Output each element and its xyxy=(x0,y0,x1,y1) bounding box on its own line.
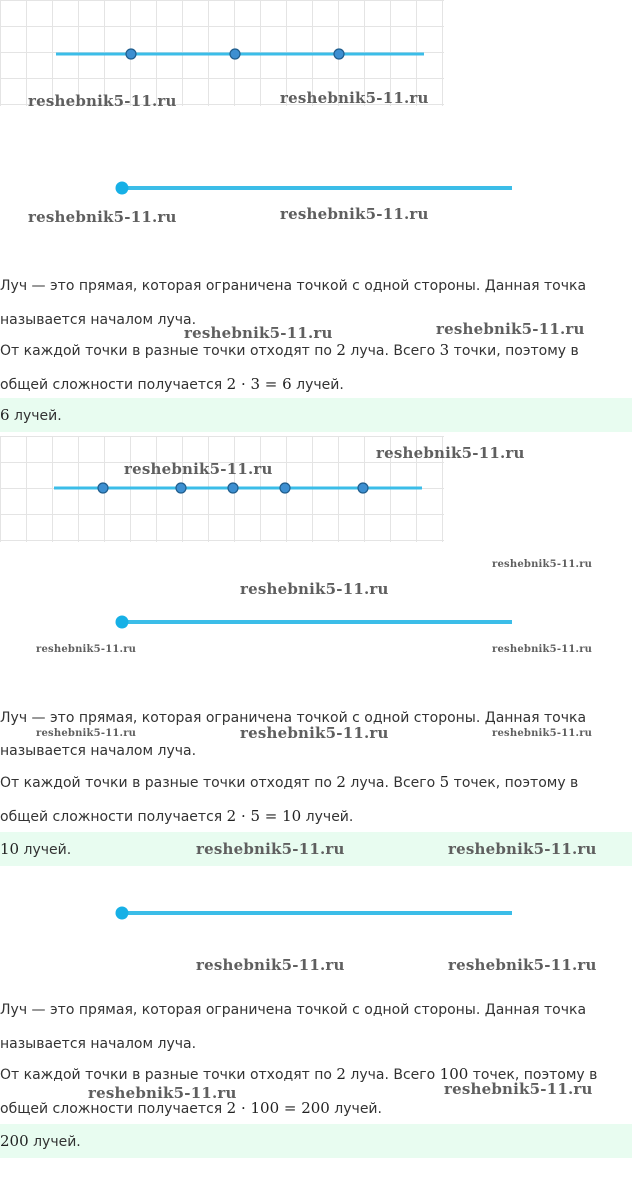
solution-text: точек, поэтому в xyxy=(449,775,579,791)
math-expression: 2 · 100 = 200 xyxy=(226,1099,330,1117)
watermark: reshebnik5-11.ru xyxy=(124,460,273,478)
ray-origin-point xyxy=(116,907,129,920)
solution-text: От каждой точки в разные точки отходят по xyxy=(0,1067,337,1083)
math-value: 2 xyxy=(336,773,346,791)
ray-definition-line-2: называется началом луча. xyxy=(0,312,197,328)
watermark: reshebnik5-11.ru xyxy=(492,644,593,655)
solution-text: От каждой точки в разные точки отходят по xyxy=(0,775,337,791)
solution-text: лучей. xyxy=(329,1101,382,1117)
solution-text: общей сложности получается xyxy=(0,1101,227,1117)
math-expression: 2 · 3 = 6 xyxy=(226,375,292,393)
solution-text: лучей. xyxy=(291,377,344,393)
watermark: reshebnik5-11.ru xyxy=(36,728,137,739)
answer-value: 6 xyxy=(0,406,10,424)
point xyxy=(280,483,290,493)
answer-value: 10 xyxy=(0,840,20,858)
watermark: reshebnik5-11.ru xyxy=(492,728,593,739)
ray-definition-line-2: называется началом луча. xyxy=(0,1036,197,1052)
ray-origin-point xyxy=(116,616,129,629)
watermark: reshebnik5-11.ru xyxy=(280,89,429,107)
point xyxy=(98,483,108,493)
answer-unit: лучей. xyxy=(19,842,72,858)
watermark: reshebnik5-11.ru xyxy=(184,324,333,342)
watermark: reshebnik5-11.ru xyxy=(448,840,597,858)
watermark: reshebnik5-11.ru xyxy=(444,1080,593,1098)
watermark: reshebnik5-11.ru xyxy=(376,444,525,462)
watermark: reshebnik5-11.ru xyxy=(28,208,177,226)
answer-box xyxy=(0,1124,632,1158)
solution-text: общей сложности получается xyxy=(0,377,227,393)
math-value: 100 xyxy=(439,1065,469,1083)
math-value: 5 xyxy=(439,773,450,791)
math-expression: 2 · 5 = 10 xyxy=(226,807,302,825)
ray-definition-line-1: Луч — это прямая, которая ограничена точкой с одной стороны. Данная точка xyxy=(0,1002,587,1018)
watermark: reshebnik5-11.ru xyxy=(88,1084,237,1102)
watermark: reshebnik5-11.ru xyxy=(492,559,593,570)
ray-definition-line-1: Луч — это прямая, которая ограничена точкой с одной стороны. Данная точка xyxy=(0,710,587,726)
answer-value: 200 xyxy=(0,1132,29,1150)
solution-line-2 xyxy=(0,806,632,827)
solution-text: лучей. xyxy=(301,809,354,825)
watermark: reshebnik5-11.ru xyxy=(280,205,429,223)
answer-unit: лучей. xyxy=(9,408,62,424)
solution-text: точек, поэтому в xyxy=(468,1067,598,1083)
point xyxy=(228,483,238,493)
watermark: reshebnik5-11.ru xyxy=(240,724,389,742)
ray-definition-line-1: Луч — это прямая, которая ограничена точкой с одной стороны. Данная точка xyxy=(0,278,587,294)
math-value: 2 xyxy=(336,1065,346,1083)
solution-text: луча. Всего xyxy=(345,343,440,359)
point xyxy=(358,483,368,493)
solution-text: общей сложности получается xyxy=(0,809,227,825)
watermark: reshebnik5-11.ru xyxy=(196,840,345,858)
watermark: reshebnik5-11.ru xyxy=(436,320,585,338)
point xyxy=(176,483,186,493)
solution-text: луча. Всего xyxy=(345,775,440,791)
watermark: reshebnik5-11.ru xyxy=(36,644,137,655)
solution-text: От каждой точки в разные точки отходят по xyxy=(0,343,337,359)
watermark: reshebnik5-11.ru xyxy=(448,956,597,974)
ray-definition-line-2: называется началом луча. xyxy=(0,743,197,759)
watermark: reshebnik5-11.ru xyxy=(196,956,345,974)
solution-line-1 xyxy=(0,772,632,793)
solution-text: луча. Всего xyxy=(345,1067,440,1083)
math-value: 3 xyxy=(439,341,450,359)
watermark: reshebnik5-11.ru xyxy=(28,92,177,110)
answer-unit: лучей. xyxy=(28,1134,81,1150)
solution-line-2 xyxy=(0,1098,632,1119)
watermark: reshebnik5-11.ru xyxy=(240,580,389,598)
math-value: 2 xyxy=(336,341,346,359)
solution-text: точки, поэтому в xyxy=(449,343,579,359)
